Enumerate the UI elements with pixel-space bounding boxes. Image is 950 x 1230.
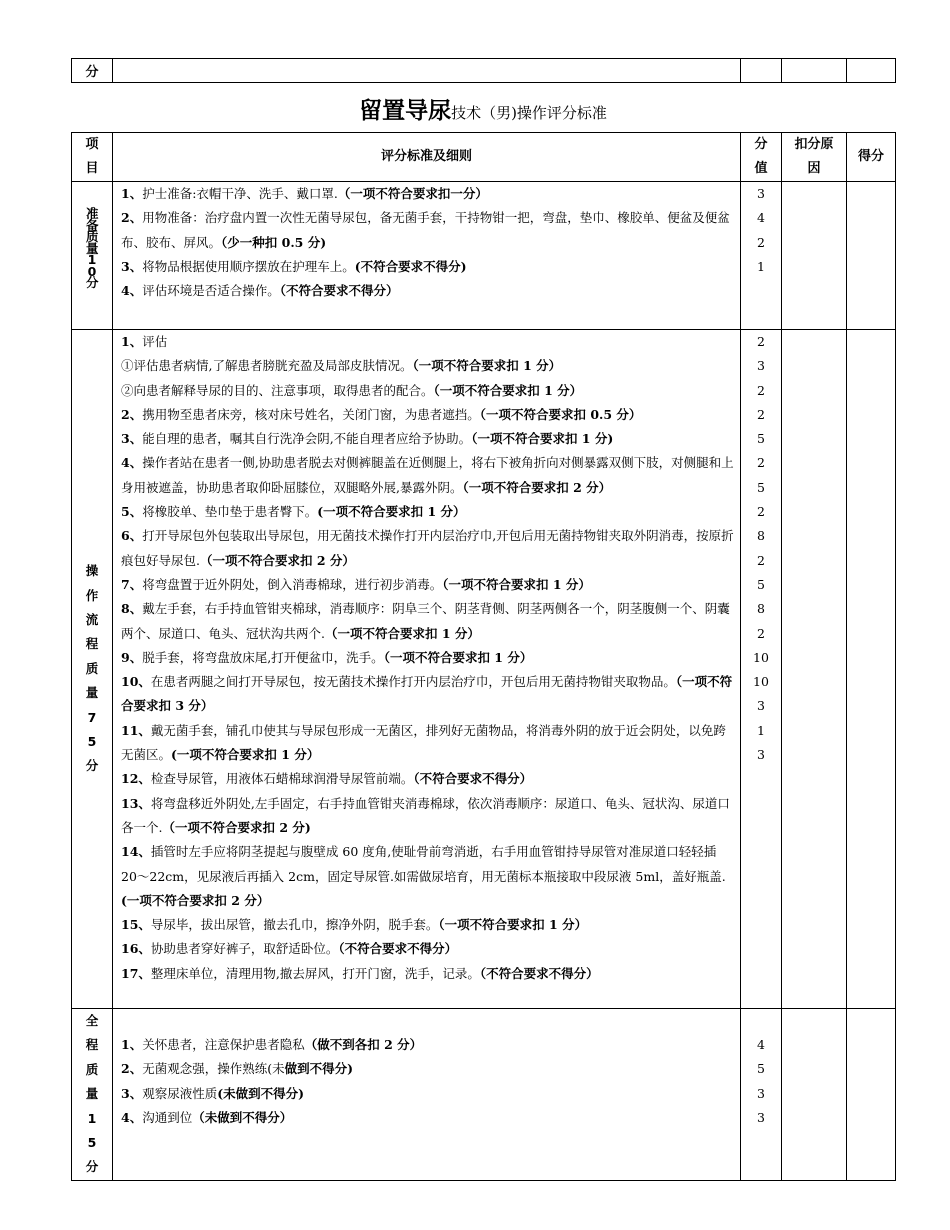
item-penalty: （不符合要求不得分） (338, 941, 458, 957)
score-value: 2 (757, 625, 765, 641)
item-number: 11、 (121, 722, 151, 738)
header-score: 得分 (847, 133, 896, 182)
criteria-item (121, 573, 734, 597)
criteria-item (121, 1106, 734, 1130)
item-penalty: (一项不符合要求扣 1 分） (171, 747, 320, 763)
section-row-overall (72, 1009, 896, 1181)
top-row-reason-cell (782, 59, 847, 83)
section-content (113, 182, 741, 330)
item-text: ①评估患者病情,了解患者膀胱充盈及局部皮肤情况。 (121, 358, 413, 374)
item-text: 导尿毕，拔出尿管，撤去孔巾，擦净外阴，脱手套。 (150, 917, 439, 933)
page-title (71, 92, 895, 125)
item-text: 脱手套，将弯盘放床尾,打开便盆巾，洗手。 (142, 649, 384, 665)
criteria-item (121, 840, 734, 913)
score-value: 2 (757, 504, 765, 520)
score-value: 3 (757, 1109, 765, 1125)
criteria-item (121, 182, 734, 206)
section-scores (741, 182, 782, 330)
score-value: 1 (757, 722, 765, 738)
score-value: 2 (757, 406, 765, 422)
criteria-item (121, 792, 734, 841)
score-cell (847, 182, 896, 330)
header-row (72, 133, 896, 182)
score-value: 10 (753, 674, 769, 690)
score-value: 5 (757, 431, 765, 447)
score-value: 5 (757, 1061, 765, 1077)
item-number: 10、 (121, 674, 151, 690)
header-item: 项目 (72, 133, 113, 182)
item-text: 戴左手套，右手持血管钳夹棉球，消毒顺序：阴阜三个、阴茎背侧、阴茎两侧各一个，阴茎腹侧一个、阴囊两个、尿道口、龟头、冠状沟共两个. (121, 601, 730, 641)
section-row-operation (72, 330, 896, 1009)
item-number: 16、 (121, 941, 151, 957)
item-number: 1、 (121, 1037, 143, 1052)
item-text: 护士准备:衣帽干净、洗手、戴口罩. (142, 186, 338, 201)
item-penalty: (不符合要求不得分) (354, 258, 467, 274)
item-penalty: （一项不符合要求扣 1 分） (433, 382, 583, 398)
item-number: 3、 (121, 1085, 143, 1101)
top-row-label: 分 (72, 59, 113, 83)
header-criteria: 评分标准及细则 (113, 133, 741, 182)
top-partial-row (72, 59, 896, 83)
item-number: 7、 (121, 576, 143, 592)
item-text: 沟通到位 (142, 1109, 193, 1125)
item-number: 1、 (121, 186, 143, 201)
item-text: 观察尿液性质 (142, 1085, 218, 1101)
item-number: 2、 (121, 210, 143, 226)
item-penalty: （一项不符合要求扣一分） (337, 186, 488, 201)
criteria-item (121, 1082, 734, 1106)
item-text: 将物品根据使用顺序摆放在护理车上。 (142, 258, 355, 274)
score-value: 3 (757, 747, 765, 763)
criteria-item (121, 646, 734, 670)
item-penalty: （做不到各扣 2 分） (304, 1037, 423, 1052)
item-text: 无菌观念强，操作熟练(未 (142, 1061, 285, 1077)
item-penalty: 做到不得分) (284, 1061, 354, 1077)
score-value: 8 (757, 528, 765, 544)
item-number: 9、 (121, 649, 143, 665)
score-cell (847, 1009, 896, 1181)
item-text: 整理床单位，清理用物,撤去屏风，打开门窗，洗手，记录。 (150, 965, 480, 981)
item-number: 14、 (121, 844, 151, 860)
criteria-item (121, 719, 734, 768)
score-value: 2 (757, 455, 765, 471)
criteria-item (121, 379, 734, 403)
scoring-table (71, 132, 896, 1181)
item-text: ②向患者解释导尿的目的、注意事项，取得患者的配合。 (121, 382, 434, 398)
item-text: 戴无菌手套，铺孔巾使其与导尿包形成一无菌区，排列好无菌物品，将消毒外阴的放于近会阴处，以免跨无菌区。 (121, 722, 726, 763)
header-reason: 扣分原因 (782, 133, 847, 182)
item-number: 3、 (121, 431, 143, 447)
item-text: 将橡胶单、垫巾垫于患者臀下。 (142, 504, 318, 520)
item-text: 在患者两腿之间打开导尿包，按无菌技术操作打开内层治疗巾，开包后用无菌持物钳夹取物品。 (150, 674, 676, 690)
criteria-item (121, 597, 734, 646)
item-number: 5、 (121, 504, 143, 520)
top-row-score-cell (847, 59, 896, 83)
score-value: 1 (757, 258, 765, 274)
item-penalty: （一项不符合要求扣 1 分） (438, 917, 588, 933)
score-value: 3 (757, 186, 765, 201)
item-penalty: （不符合要求不得分） (479, 965, 599, 981)
item-text: 操作者站在患者一侧,协助患者脱去对侧裤腿盖在近侧腿上，将右下被角折向对侧暴露双侧下肢，对侧腿和上身用被遮盖，协助患者取仰卧屈膝位，双腿略外展,暴露外阴。 (121, 455, 734, 495)
item-number: 12、 (121, 771, 151, 787)
score-value: 4 (757, 1037, 765, 1052)
item-penalty: （一项不符合要求扣 1 分） (324, 625, 480, 641)
top-row-criteria-cell (113, 59, 741, 83)
item-penalty: (一项不符合要求扣 2 分） (121, 892, 270, 908)
criteria-item (121, 767, 734, 791)
item-number: 4、 (121, 455, 143, 471)
score-value: 5 (757, 479, 765, 495)
item-penalty: （一项不符合要求扣 0.5 分） (479, 406, 642, 422)
item-number: 8、 (121, 601, 143, 617)
criteria-item (121, 500, 734, 524)
criteria-item (121, 524, 734, 573)
criteria-item (121, 451, 734, 500)
criteria-item (121, 354, 734, 378)
section-row-preparation (72, 182, 896, 330)
score-value: 2 (757, 382, 765, 398)
score-value: 8 (757, 601, 765, 617)
item-penalty: （一项不符合要求扣 1 分） (383, 649, 533, 665)
section-content (113, 1009, 741, 1181)
score-value: 3 (757, 698, 765, 714)
item-penalty: (未做到不得分) (217, 1085, 305, 1101)
item-text: 用物准备：治疗盘内置一次性无菌导尿包，备无菌手套，干持物钳一把，弯盘，垫巾、橡胶单、便盆及便盆布、胶布、屏风。 (121, 210, 730, 250)
item-text: 携用物至患者床旁，核对床号姓名，关闭门窗，为患者遮挡。 (142, 406, 480, 422)
item-text: 能自理的患者，嘱其自行洗净会阴,不能自理者应给予协助。 (142, 431, 472, 447)
criteria-item (121, 279, 734, 303)
item-text: 评估 (142, 334, 168, 349)
item-penalty: （一项不符合要求扣 1 分） (442, 576, 591, 592)
item-number: 6、 (121, 528, 143, 544)
score-value: 3 (757, 1085, 765, 1101)
criteria-item (121, 1033, 734, 1057)
item-text: 协助患者穿好裤子，取舒适卧位。 (150, 941, 339, 957)
criteria-item (121, 206, 734, 255)
item-text: 将弯盘置于近外阴处，倒入消毒棉球，进行初步消毒。 (142, 576, 443, 592)
item-number: 3、 (121, 258, 143, 274)
section-category: 准备质量10分 (72, 182, 113, 330)
item-text: 检查导尿管，用液体石蜡棉球润滑导尿管前端。 (150, 771, 414, 787)
item-number: 15、 (121, 917, 151, 933)
criteria-item (121, 670, 734, 719)
item-text: 关怀患者，注意保护患者隐私 (142, 1037, 305, 1052)
section-scores (741, 330, 782, 1009)
item-penalty: （一项不符合要求扣 2 分) (162, 819, 311, 835)
score-value: 4 (757, 210, 765, 226)
item-penalty: （少一种扣 0.5 分) (221, 234, 327, 250)
criteria-item (121, 403, 734, 427)
deduction-reason-cell (782, 1009, 847, 1181)
item-penalty: （一项不符合要求扣 2 分） (199, 552, 355, 568)
item-number: 2、 (121, 1061, 143, 1077)
item-text: 打开导尿包外包装取出导尿包，用无菌技术操作打开内层治疗巾,开包后用无菌持物钳夹取外阴消毒，按原折痕包好导尿包. (121, 528, 734, 568)
item-penalty: （不符合要求不得分） (413, 771, 533, 787)
item-penalty: （未做到不得分） (192, 1109, 293, 1125)
section-scores (741, 1009, 782, 1181)
criteria-item (121, 1057, 734, 1081)
item-number: 17、 (121, 965, 151, 981)
item-number: 1、 (121, 334, 143, 349)
score-value: 2 (757, 552, 765, 568)
title-main: 留置导尿 (359, 98, 452, 124)
item-penalty: （一项不符合要求扣 1 分） (412, 358, 562, 374)
top-row-value-cell (741, 59, 782, 83)
item-number: 2、 (121, 406, 143, 422)
section-content (113, 330, 741, 1009)
item-text: 插管时左手应将阴茎提起与腹壁成 60 度角,使耻骨前弯消逝，右手用血管钳持导尿管对准尿道口轻轻插 20～22cm，见尿液后再插入 2cm，固定导尿管.如需做尿培育，用无菌标本瓶接取中段尿液 5ml，盖好瓶盖. (121, 844, 726, 884)
item-number: 4、 (121, 283, 143, 299)
section-category: 操作流程质量75分 (72, 330, 113, 1009)
deduction-reason-cell (782, 182, 847, 330)
criteria-item (121, 255, 734, 279)
item-penalty: （一项不符合要求扣 3 分） (121, 674, 733, 714)
item-penalty: (一项不符合要求扣 1 分） (317, 504, 466, 520)
score-value: 2 (757, 334, 765, 349)
header-value: 分值 (741, 133, 782, 182)
section-category: 全程质量15分 (72, 1009, 113, 1181)
score-value: 3 (757, 358, 765, 374)
top-partial-table (71, 58, 896, 83)
score-cell (847, 330, 896, 1009)
score-value: 2 (757, 234, 765, 250)
criteria-item (121, 330, 734, 354)
criteria-item (121, 962, 734, 986)
item-text: 将弯盘移近外阴处,左手固定，右手持血管钳夹消毒棉球，依次消毒顺序：尿道口、龟头、冠状沟、尿道口各一个. (121, 795, 730, 835)
item-number: 13、 (121, 795, 151, 811)
criteria-item (121, 427, 734, 451)
score-value: 10 (753, 649, 769, 665)
item-number: 4、 (121, 1109, 143, 1125)
item-penalty: （一项不符合要求扣 2 分） (462, 479, 612, 495)
criteria-item (121, 913, 734, 937)
criteria-item (121, 937, 734, 961)
item-penalty: （一项不符合要求扣 1 分) (471, 431, 614, 447)
score-value: 5 (757, 576, 765, 592)
deduction-reason-cell (782, 330, 847, 1009)
item-text: 评估环境是否适合操作。 (142, 283, 280, 299)
title-sub: 技术（男)操作评分标准 (451, 104, 607, 122)
item-penalty: （不符合要求不得分） (279, 283, 399, 299)
